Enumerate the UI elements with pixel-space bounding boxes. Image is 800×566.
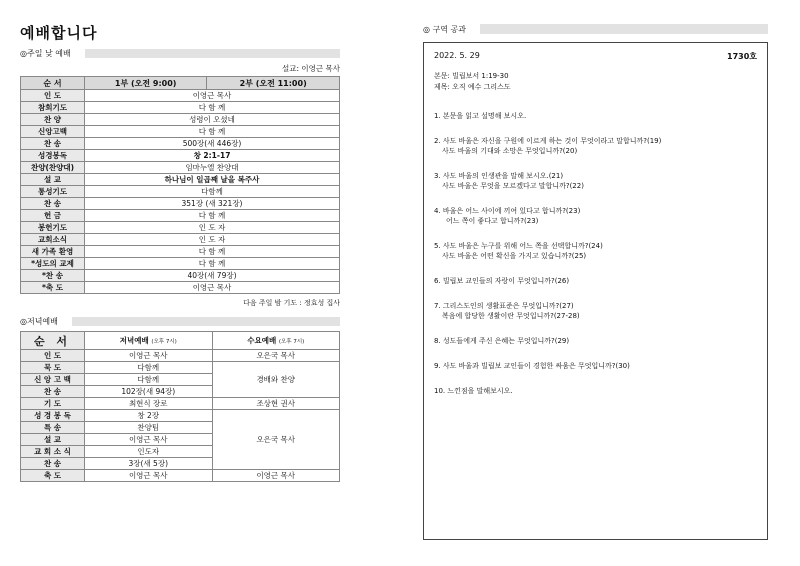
column-header: 순 서 [21, 77, 85, 90]
question-text: 3. 사도 바울의 인생관을 말해 보시오.(21) [434, 172, 564, 180]
question-subtext: 어느 쪽이 좋다고 합니까?(23) [446, 217, 539, 225]
question-text: 6. 빌립보 교인들의 자랑이 무엇입니까?(26) [434, 277, 570, 285]
sermon-title: 하나님이 일곱째 날을 복주사 [85, 174, 340, 186]
table-row [21, 222, 340, 234]
scripture-text: 본문: 빌립보서 1:19-30 [434, 72, 509, 80]
scripture-reading: 창 2:1-17 [85, 150, 340, 162]
column-header [212, 332, 340, 350]
question-text: 4. 바울은 어느 사이에 끼여 있다고 합니까?(23) [434, 207, 581, 215]
order-label: 인 도 [21, 90, 85, 102]
table-row [21, 150, 340, 162]
wed-value: 이영근 목사 [212, 470, 340, 482]
column-header: 1부 (오전 9:00) [85, 77, 207, 90]
order-value: 500장(새 446장) [85, 138, 340, 150]
question-subtext: 사도 바울은 무엇을 모르겠다고 말합니까?(22) [442, 182, 584, 190]
wed-header-time: (오후 7시) [278, 339, 305, 345]
order-label: 찬 양 [21, 114, 85, 126]
evening-header-time: (오후 7시) [151, 339, 177, 345]
table-row [21, 90, 340, 102]
question-item [434, 171, 757, 191]
order-label: 신 앙 고 백 [21, 374, 85, 386]
question-item [434, 206, 757, 226]
cell-lesson-title: ◎ 구역 공과 [423, 24, 466, 34]
column-header: 순 서 [21, 332, 85, 350]
table-row [21, 198, 340, 210]
evening-value: 인도자 [85, 446, 213, 458]
question-item [434, 241, 757, 261]
order-label: 성 경 봉 독 [21, 410, 85, 422]
question-text: 7. 그리스도인의 생활표준은 무엇입니까?(27) [434, 302, 574, 310]
order-value: 다 함 께 [85, 102, 340, 114]
order-label: 신앙고백 [21, 126, 85, 138]
page-title: 예배합니다 [20, 24, 98, 42]
table-row [21, 246, 340, 258]
question-item [434, 336, 757, 346]
question-text: 9. 사도 바울과 빌립보 교인들이 경험한 싸움은 무엇입니까?(30) [434, 362, 630, 370]
header-bar [480, 24, 768, 34]
order-label: 특 송 [21, 422, 85, 434]
question-item [434, 386, 757, 396]
table-row [21, 234, 340, 246]
order-label: 찬 송 [21, 198, 85, 210]
order-value: 40장(새 79장) [85, 270, 340, 282]
order-label: 성경봉독 [21, 150, 85, 162]
order-label: 교 회 소 식 [21, 446, 85, 458]
evening-header-label: 저녁예배 [119, 336, 149, 345]
issue-number: 1730호 [727, 52, 757, 61]
wed-value: 경배와 찬양 [212, 362, 340, 398]
table-header-row [21, 77, 340, 90]
lesson-box [423, 42, 768, 540]
order-label: 참회기도 [21, 102, 85, 114]
order-label: 통성기도 [21, 186, 85, 198]
order-label: 설 교 [21, 434, 85, 446]
question-subtext: 복음에 합당한 생활이란 무엇입니까?(27-28) [442, 312, 580, 320]
evening-value: 최현식 장로 [85, 398, 213, 410]
order-label: 묵 도 [21, 362, 85, 374]
question-item [434, 361, 757, 371]
question-text: 5. 사도 바울은 누구를 위해 어느 쪽을 선택합니까?(24) [434, 242, 603, 250]
table-row [21, 282, 340, 294]
header-bar [72, 317, 340, 326]
table-row [21, 258, 340, 270]
question-text: 1. 본문을 읽고 설명해 보시오. [434, 112, 527, 120]
sunday-worship-title: ◎주일 낮 예배 [20, 48, 71, 58]
worship-column [20, 22, 340, 482]
question-text: 8. 성도들에게 주신 은혜는 무엇입니까?(29) [434, 337, 570, 345]
table-row [21, 114, 340, 126]
column-header: 2부 (오전 11:00) [207, 77, 340, 90]
order-label: 축 도 [21, 470, 85, 482]
table-row [21, 186, 340, 198]
order-label: 기 도 [21, 398, 85, 410]
order-value: 351장 (새 321장) [85, 198, 340, 210]
wed-value: 오은국 목사 [212, 410, 340, 470]
question-text: 10. 느낀점을 말해보시오. [434, 387, 513, 395]
sunday-worship-header [20, 47, 340, 59]
evening-value: 다함께 [85, 362, 213, 374]
order-label: 새 가족 환영 [21, 246, 85, 258]
lesson-subject: 제목: 오직 예수 그리스도 [434, 83, 511, 91]
order-label: 봉헌기도 [21, 222, 85, 234]
evening-value: 102장(새 94장) [85, 386, 213, 398]
order-value: 인 도 자 [85, 234, 340, 246]
cell-lesson-column [423, 22, 768, 540]
question-item [434, 301, 757, 321]
table-row [21, 270, 340, 282]
question-subtext: 사도 바울의 기대와 소망은 무엇입니까?(20) [442, 147, 578, 155]
table-row [21, 210, 340, 222]
order-value: 다 함 께 [85, 210, 340, 222]
order-value: 다 함 께 [85, 246, 340, 258]
question-item [434, 136, 757, 156]
table-row [21, 398, 340, 410]
order-label: *축 도 [21, 282, 85, 294]
table-row [21, 138, 340, 150]
cell-lesson-header [423, 22, 768, 36]
table-row [21, 362, 340, 374]
sunday-order-table [20, 76, 340, 294]
question-subtext: 사도 바울은 어떤 확신을 가지고 있습니까?(25) [442, 252, 587, 260]
order-label: 인 도 [21, 350, 85, 362]
order-value: 성령이 오셨네 [85, 114, 340, 126]
table-row [21, 410, 340, 422]
question-item [434, 111, 757, 121]
evening-worship-title: ◎저녁예배 [20, 316, 58, 326]
order-value: 다함께 [85, 186, 340, 198]
evening-value: 3장(새 5장) [85, 458, 213, 470]
order-label: 찬 송 [21, 458, 85, 470]
evening-order-table [20, 331, 340, 482]
evening-value: 찬양팀 [85, 422, 213, 434]
wed-value: 조상현 권사 [212, 398, 340, 410]
wed-value: 오은국 목사 [212, 350, 340, 362]
order-label: 찬 송 [21, 138, 85, 150]
lesson-date: 2022. 5. 29 [434, 51, 480, 60]
order-label: 찬 송 [21, 386, 85, 398]
header-bar [85, 49, 340, 58]
evening-value: 다함께 [85, 374, 213, 386]
order-label: 헌 금 [21, 210, 85, 222]
lesson-box-top [434, 51, 757, 62]
table-header-row [21, 332, 340, 350]
evening-value: 이영근 목사 [85, 470, 213, 482]
table-row [21, 174, 340, 186]
wed-header-label: 수요예배 [247, 336, 277, 345]
order-value: 다 함 께 [85, 126, 340, 138]
order-value: 임마누엘 찬양대 [85, 162, 340, 174]
order-value: 이영근 목사 [85, 282, 340, 294]
order-label: *성도의 교제 [21, 258, 85, 270]
sermon-speaker: 설교: 이영근 목사 [281, 64, 340, 73]
question-item [434, 276, 757, 286]
order-value: 다 함 께 [85, 258, 340, 270]
order-label: 설 교 [21, 174, 85, 186]
lesson-meta [434, 71, 757, 93]
order-value: 이영근 목사 [85, 90, 340, 102]
question-text: 2. 사도 바울은 자신을 구원에 이르게 하는 것이 무엇이라고 말합니까?(19) [434, 137, 662, 145]
order-label: 찬양(찬양대) [21, 162, 85, 174]
evening-value: 이영근 목사 [85, 434, 213, 446]
evening-value: 창 2장 [85, 410, 213, 422]
evening-value: 이영근 목사 [85, 350, 213, 362]
order-label: *찬 송 [21, 270, 85, 282]
table-row [21, 470, 340, 482]
column-header [85, 332, 213, 350]
table-row [21, 102, 340, 114]
table-row [21, 126, 340, 138]
table-row [21, 350, 340, 362]
order-label: 교회소식 [21, 234, 85, 246]
order-value: 인 도 자 [85, 222, 340, 234]
evening-worship-header [20, 315, 340, 327]
next-prayer-note: 다음 주일 밤 기도 : 정효성 집사 [243, 299, 340, 307]
table-row [21, 162, 340, 174]
